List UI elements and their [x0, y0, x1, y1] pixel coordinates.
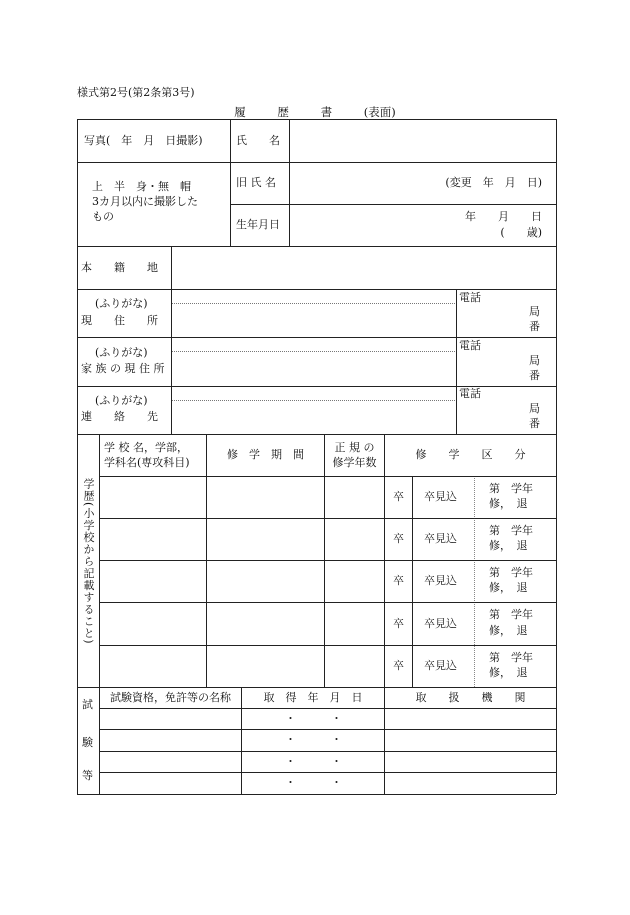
dob-value: 年 月 日 — [465, 210, 542, 223]
name-change-note: (変更 年 月 日) — [445, 176, 542, 189]
qualification-cell[interactable] — [100, 773, 240, 793]
furigana-label: (ふりがな) — [95, 394, 148, 407]
exam-side-char-3: 等 — [82, 769, 93, 782]
education-side-label: 学歴(小学校から記載すること) — [82, 478, 95, 645]
expected-grad-label: 卒見込 — [424, 490, 457, 503]
authority-cell[interactable] — [385, 709, 555, 728]
completed-withdrawn-label: 修， 退 — [489, 624, 528, 637]
domicile-field[interactable] — [172, 247, 555, 288]
date-dot: ・ — [285, 733, 296, 746]
grad-label: 卒 — [393, 574, 404, 587]
school-cell[interactable] — [100, 646, 205, 686]
current-address-field[interactable] — [172, 290, 455, 336]
date-dot: ・ — [331, 776, 342, 789]
years-cell[interactable] — [325, 603, 383, 644]
frame-right — [556, 119, 557, 794]
domicile-label: 本 籍 地 — [81, 261, 158, 274]
contact-address-field[interactable] — [172, 387, 455, 433]
form-number-label: 様式第2号(第2条第3号) — [77, 86, 195, 99]
expected-grad-label: 卒見込 — [424, 574, 457, 587]
current-address-label: 現 住 所 — [81, 314, 158, 327]
authority-cell[interactable] — [385, 730, 555, 750]
date-dot: ・ — [285, 776, 296, 789]
phone-label: 電話 — [459, 387, 481, 400]
exam-side-char-1: 試 — [82, 698, 93, 711]
ban-label: 番 — [529, 320, 540, 333]
authority-cell[interactable] — [385, 752, 555, 771]
qualification-cell[interactable] — [100, 752, 240, 771]
years-header-line2: 修学年数 — [332, 456, 377, 469]
date-dot: ・ — [285, 755, 296, 768]
date-dot: ・ — [331, 733, 342, 746]
photo-instruction-1: 上 半 身・無 帽 — [92, 180, 191, 193]
school-header-line2: 学科名(専攻科目) — [104, 456, 190, 469]
phone-label: 電話 — [459, 339, 481, 352]
expected-grad-label: 卒見込 — [424, 617, 457, 630]
contact-address-label: 連 絡 先 — [81, 410, 158, 423]
grad-label: 卒 — [393, 659, 404, 672]
school-cell[interactable] — [100, 477, 205, 517]
phone-label: 電話 — [459, 291, 481, 304]
grad-label: 卒 — [393, 617, 404, 630]
completed-withdrawn-label: 修， 退 — [489, 539, 528, 552]
date-dot: ・ — [285, 712, 296, 725]
grad-label: 卒 — [393, 490, 404, 503]
furigana-label: (ふりがな) — [95, 297, 148, 310]
page-title: 履 歴 書 (表面) — [234, 105, 396, 119]
date-dot: ・ — [331, 755, 342, 768]
authority-header: 取 扱 機 関 — [415, 691, 526, 704]
date-dot: ・ — [331, 712, 342, 725]
age-value: ( 歳) — [500, 226, 542, 239]
school-cell[interactable] — [100, 519, 205, 559]
ban-label: 番 — [529, 417, 540, 430]
completed-withdrawn-label: 修， 退 — [489, 666, 528, 679]
completed-withdrawn-label: 修， 退 — [489, 581, 528, 594]
authority-cell[interactable] — [385, 773, 555, 793]
nth-year-label: 第 学年 — [489, 482, 533, 495]
years-cell[interactable] — [325, 477, 383, 517]
name-label: 氏 名 — [236, 134, 280, 147]
expected-grad-label: 卒見込 — [424, 532, 457, 545]
grad-label: 卒 — [393, 532, 404, 545]
period-cell[interactable] — [207, 519, 323, 559]
furigana-label: (ふりがな) — [95, 346, 148, 359]
years-header-line1: 正 規 の — [334, 441, 375, 454]
school-cell[interactable] — [100, 603, 205, 644]
family-address-label: 家 族 の 現 住 所 — [81, 362, 165, 375]
completed-withdrawn-label: 修， 退 — [489, 497, 528, 510]
photo-instruction-3: もの — [92, 210, 114, 223]
years-cell[interactable] — [325, 561, 383, 601]
school-cell[interactable] — [100, 561, 205, 601]
category-header: 修 学 区 分 — [415, 448, 526, 461]
nth-year-label: 第 学年 — [489, 651, 533, 664]
nth-year-label: 第 学年 — [489, 566, 533, 579]
family-address-field[interactable] — [172, 338, 455, 385]
frame-left — [77, 119, 78, 794]
frame-bottom — [77, 794, 556, 795]
period-cell[interactable] — [207, 561, 323, 601]
name-field[interactable] — [290, 120, 555, 161]
period-header: 修 学 期 間 — [227, 448, 304, 461]
acquired-date-header: 取 得 年 月 日 — [263, 691, 363, 704]
kyoku-label: 局 — [529, 402, 540, 415]
qualification-cell[interactable] — [100, 730, 240, 750]
years-cell[interactable] — [325, 646, 383, 686]
ban-label: 番 — [529, 369, 540, 382]
nth-year-label: 第 学年 — [489, 524, 533, 537]
period-cell[interactable] — [207, 646, 323, 686]
school-header-line1: 学 校 名，学部， — [104, 441, 188, 454]
exam-side-char-2: 験 — [82, 736, 93, 749]
dob-label: 生年月日 — [236, 218, 280, 231]
qualification-cell[interactable] — [100, 709, 240, 728]
photo-instruction-2: 3カ月以内に撮影した — [92, 195, 198, 208]
kyoku-label: 局 — [529, 354, 540, 367]
expected-grad-label: 卒見込 — [424, 659, 457, 672]
years-cell[interactable] — [325, 519, 383, 559]
photo-caption: 写真( 年 月 日撮影) — [84, 134, 203, 147]
kyoku-label: 局 — [529, 305, 540, 318]
former-name-label: 旧 氏 名 — [236, 176, 276, 189]
qualification-header: 試験資格，免許等の名称 — [110, 691, 231, 704]
nth-year-label: 第 学年 — [489, 608, 533, 621]
period-cell[interactable] — [207, 603, 323, 644]
period-cell[interactable] — [207, 477, 323, 517]
